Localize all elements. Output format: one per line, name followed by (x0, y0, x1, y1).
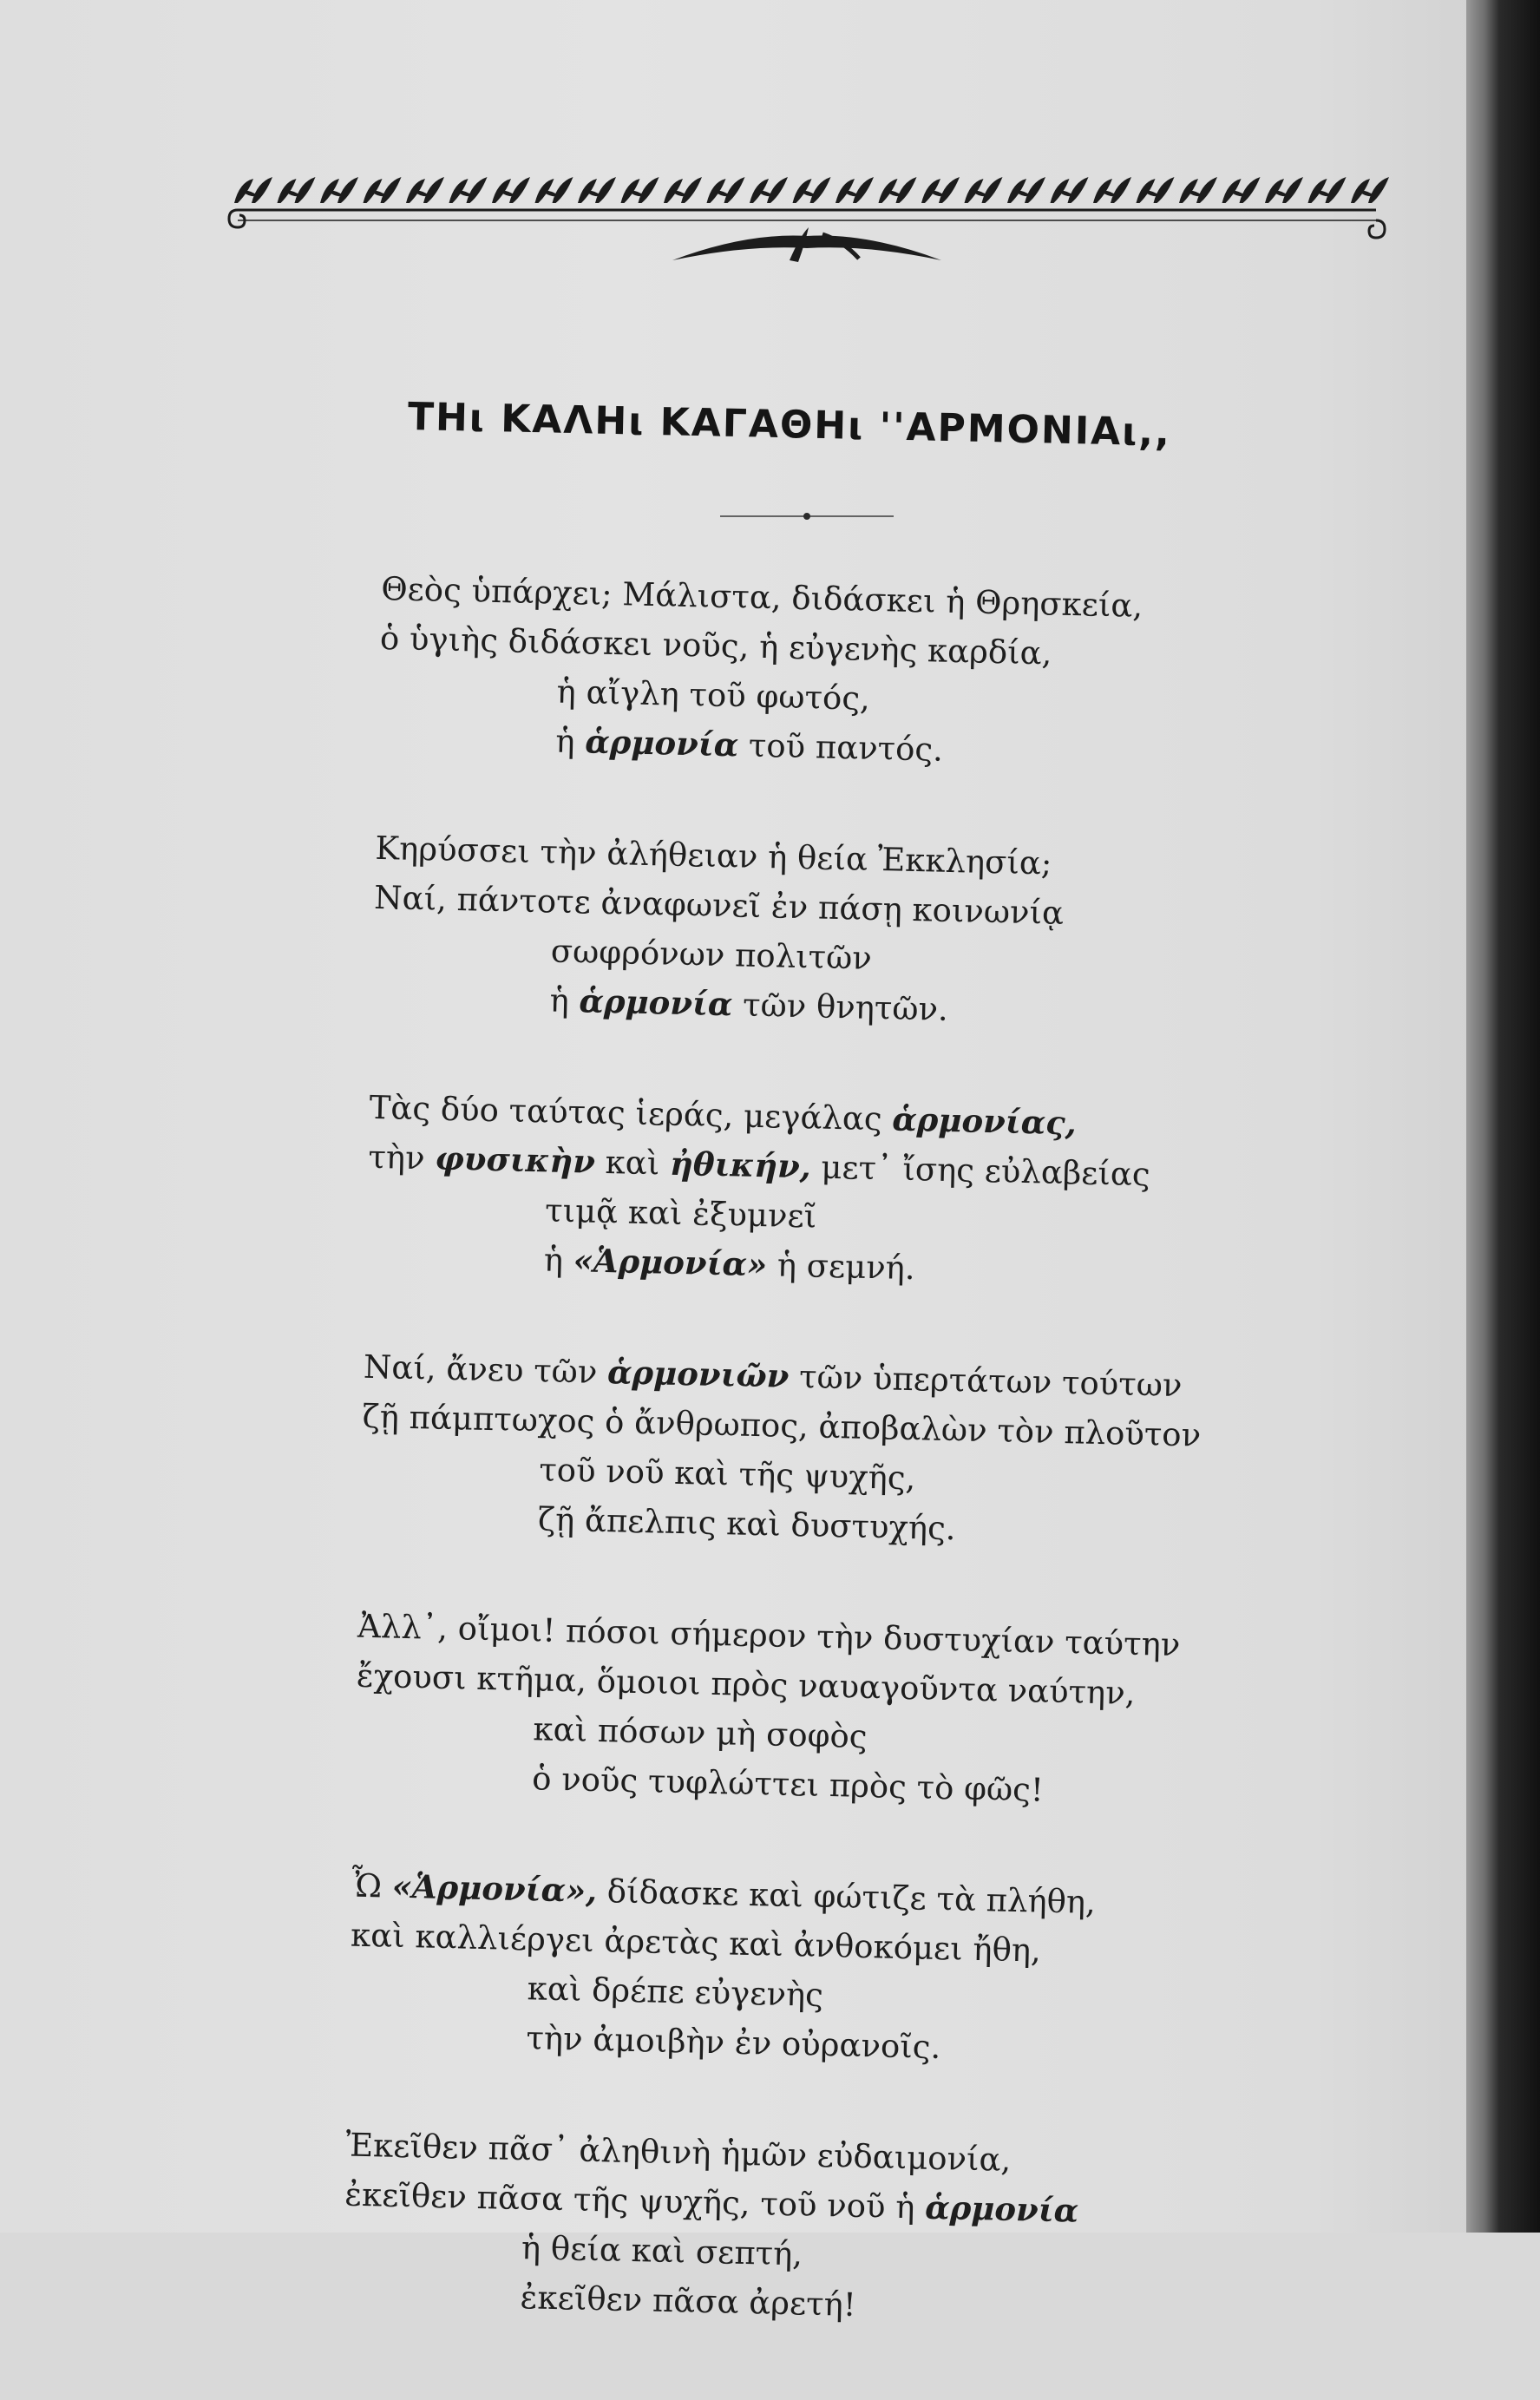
leaf-icon (234, 177, 272, 203)
leaf-icon (578, 177, 616, 203)
line-text: καὶ (594, 1143, 671, 1183)
leaf-icon (1179, 177, 1217, 203)
line-text: Ἀλλ᾽, οἴμοι! πόσοι σήμερον τὴν δυστυχίαν ταύτην (357, 1607, 1181, 1664)
leaf-icon (750, 177, 788, 203)
line-text: ἐκεῖθεν πᾶσα ἀρετή! (520, 2279, 857, 2324)
leaf-icon (1007, 177, 1045, 203)
leaf-icon (1308, 177, 1347, 203)
leaf-icon (1222, 177, 1261, 203)
title-divider-rule (720, 503, 894, 529)
emphasized-word: «Ἁρμονία», (391, 1866, 598, 1911)
poem-stanza (371, 823, 1261, 1041)
leaf-icon (1351, 177, 1389, 203)
leaf-icon (707, 177, 745, 203)
leaf-icon (1265, 177, 1303, 203)
line-text: ἐκεῖθεν πᾶσα τῆς ψυχῆς, τοῦ νοῦ ἡ (344, 2175, 926, 2226)
line-text: ζῇ πάμπτωχος ὁ ἄνθρωπος, ἀποβαλὼν τὸν πλοῦτον (362, 1397, 1202, 1454)
leaf-icon (492, 177, 530, 203)
line-text: ἡ θεία καὶ σεπτή, (521, 2229, 803, 2273)
leaf-icon (664, 177, 702, 203)
leaf-icon (278, 177, 316, 203)
line-text: ἔχουσι κτῆμα, ὅμοιοι πρὸς ναυαγοῦντα ναύτην, (356, 1656, 1136, 1713)
leaf-icon (921, 177, 960, 203)
poem-stanza (354, 1602, 1243, 1820)
line-text: τοῦ νοῦ καὶ τῆς ψυχῆς, (538, 1451, 916, 1498)
leaf-icon (449, 177, 488, 203)
poem-stanza (359, 1342, 1248, 1560)
line-text: Κηρύσσει τὴν ἀλήθειαν ἡ θεία Ἐκκλησία; (375, 829, 1052, 882)
line-text: τὴν (368, 1138, 436, 1177)
emphasized-word: ἠθικήν, (669, 1144, 812, 1186)
line-text: ἡ (543, 1241, 574, 1280)
emphasized-word: ἁρμονίας, (891, 1099, 1078, 1143)
line-text: ἡ αἴγλη τοῦ φωτός, (556, 672, 871, 718)
line-text: σωφρόνων πολιτῶν (550, 932, 873, 977)
line-text: καὶ πόσων μὴ σοφὸς (533, 1710, 868, 1756)
book-spine-edge (1466, 0, 1540, 2233)
line-text: τῶν θνητῶν. (731, 986, 949, 1028)
line-text: ἡ (554, 722, 586, 761)
emphasized-word: ἁρμονία (579, 981, 733, 1024)
emphasized-word: ἁρμονιῶν (606, 1353, 790, 1395)
leaf-icon (406, 177, 444, 203)
poem-body (341, 564, 1267, 2400)
line-text: τὴν ἀμοιβὴν ἐν οὐρανοῖς. (526, 2019, 941, 2067)
leaf-icon (621, 177, 659, 203)
emphasized-word: ἁρμονία (584, 722, 739, 764)
line-text: τῶν ὑπερτάτων τούτων (788, 1357, 1183, 1405)
line-text: ζῇ ἄπελπις καὶ δυστυχής. (537, 1500, 957, 1548)
line-text: Ναί, πάντοτε ἀναφωνεῖ ἐν πάσῃ κοινωνίᾳ (373, 878, 1065, 932)
leaf-icon (535, 177, 573, 203)
leaf-icon (1137, 177, 1175, 203)
poem-stanza (348, 1861, 1237, 2079)
leaf-icon (836, 177, 874, 203)
line-text: μετ᾽ ἴσης εὐλαβείας (810, 1148, 1151, 1194)
leaf-icon (879, 177, 917, 203)
emphasized-word: ἁρμονία (924, 2187, 1079, 2230)
line-text: δίδασκε καὶ φώτιζε τὰ πλήθη, (596, 1872, 1097, 1922)
emphasized-word: φυσικὴν (434, 1138, 596, 1181)
line-text: Τὰς δύο ταύτας ἱεράς, μεγάλας (369, 1088, 893, 1138)
line-text: ἡ σεμνή. (766, 1246, 916, 1288)
poem-stanza (377, 564, 1267, 782)
line-text: τιμᾷ καὶ ἐξυμνεῖ (544, 1191, 817, 1236)
line-text: Θεὸς ὑπάρχει; Μάλιστα, διδάσκει ἡ Θρησκεία, (380, 569, 1144, 625)
line-text: Ἐκεῖθεν πᾶσ᾽ ἀληθινὴ ἡμῶν εὐδαιμονία, (345, 2126, 1012, 2179)
line-text: καὶ δρέπε εὐγενὴς (527, 1970, 824, 2014)
leaf-icon (1093, 177, 1131, 203)
line-text: καὶ καλλιέργει ἀρετὰς καὶ ἀνθοκόμει ἤθη, (350, 1916, 1042, 1970)
poem-stanza (342, 2121, 1231, 2338)
line-text: Ὦ (351, 1866, 393, 1905)
poem-title: ΤΗι ΚΑΛΗι ΚΑΓΑΘΗι ''ΑΡΜΟΝΙΑι,, (407, 395, 1172, 456)
leaf-icon (1051, 177, 1089, 203)
line-text: Ναί, ἄνευ τῶν (363, 1348, 608, 1392)
poem-stanza (365, 1083, 1255, 1301)
emphasized-word: «Ἁρμονία» (573, 1241, 768, 1284)
leaf-icon (320, 177, 358, 203)
line-text: τοῦ παντός. (737, 726, 944, 769)
leaf-border-ornament (226, 139, 1388, 278)
leaf-icon (965, 177, 1003, 203)
line-text: ὁ ὑγιὴς διδάσκει νοῦς, ἡ εὐγενὴς καρδία, (379, 619, 1052, 672)
line-text: ὁ νοῦς τυφλώττει πρὸς τὸ φῶς! (531, 1760, 1045, 1809)
line-text: ἡ (549, 981, 580, 1020)
leaf-icon (793, 177, 831, 203)
leaf-icon (364, 177, 402, 203)
